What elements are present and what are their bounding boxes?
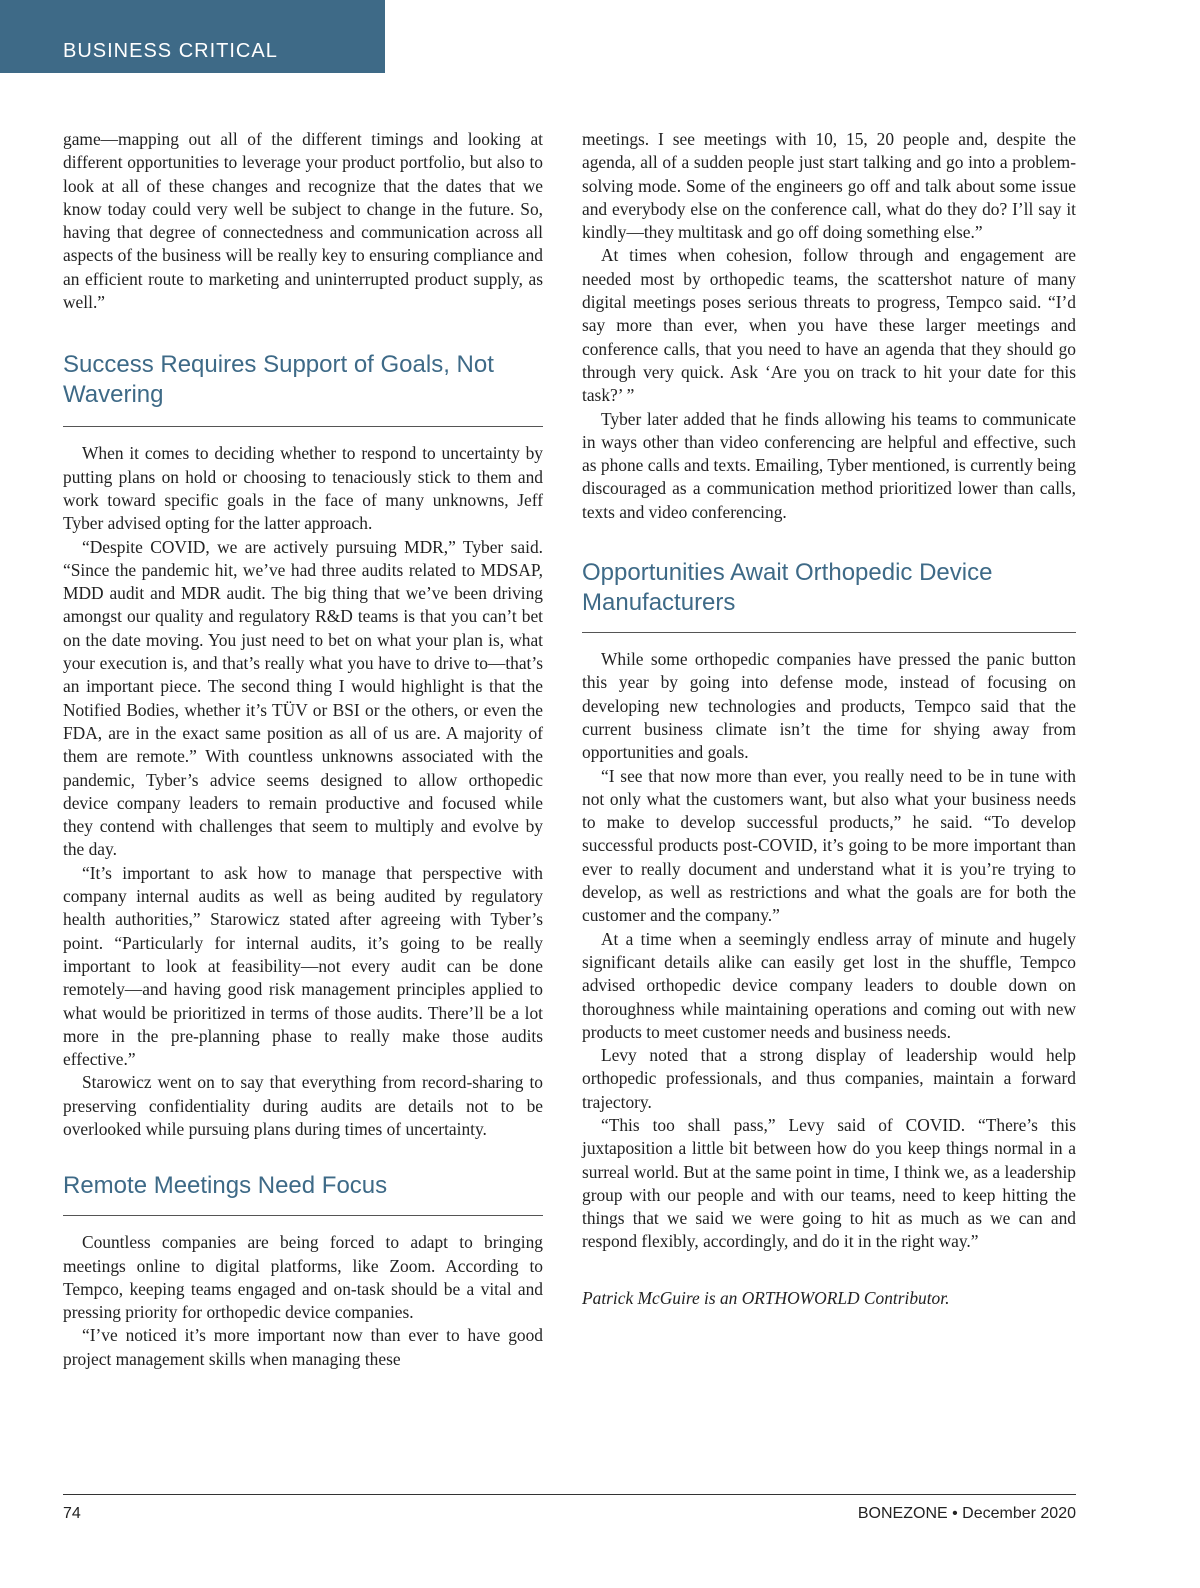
body-paragraph: At a time when a seemingly endless array of minute and hugely significant details alike can easily get lost in the shuffle, Tempco advised orthopedic device company leaders to double down on thoroughness while maintaining operations and coming out with new products to meet customer needs and business needs. [582, 928, 1076, 1042]
body-paragraph: game—mapping out all of the different timings and looking at different opportunities to leverage your product portfolio, but also to look at all of these changes and recognize that the dates that we know today could very well be subject to change in the future. So, having that degree of connectedness and communication across all aspects of the business will be really key to ensuring compliance and an efficient route to marketing and uninterrupted product supply, as well.” [63, 129, 543, 313]
body-paragraph: “I see that now more than ever, you really need to be in tune with not only what the customers want, but also what your business needs to make to develop successful products,” he said. “To develop successful products post-COVID, it’s going to be more important than ever to really document and understand what it is you’re trying to develop, as well as restrictions and what the goals are for both the customer and the company.” [582, 765, 1076, 926]
left-column [63, 128, 543, 1371]
right-column [582, 128, 1076, 1310]
body-paragraph: While some orthopedic companies have pressed the panic button this year by going into defense mode, instead of focusing on developing new technologies and products, Tempco said that the current business climate isn’t the time for shying away from opportunities and goals. [582, 649, 1076, 763]
body-paragraph: Tyber later added that he finds allowing his teams to communicate in ways other than video conferencing are helpful and effective, such as phone calls and texts. Emailing, Tyber mentioned, is currently being discouraged as a communication method prioritized lower than calls, texts and video conferencing. [582, 408, 1076, 522]
page-number: 74 [63, 1505, 81, 1522]
body-paragraph: “This too shall pass,” Levy said of COVID. “There’s this juxtaposition a little bit between how do you keep things normal in a surreal world. But at the same point in time, I think we, as a leadership group with our people and with our teams, need to keep hitting the things that we said we were going to hit as much as we can and respond flexibly, accordingly, and do it in the right way.” [582, 1114, 1076, 1252]
section-heading: Remote Meetings Need Focus [63, 1172, 388, 1200]
body-paragraph: When it comes to deciding whether to respond to uncertainty by putting plans on hold or choosing to tenaciously stick to them and work toward specific goals in the face of many unknowns, Jeff Tyber advised opting for the latter approach. [63, 443, 543, 534]
section-label: BUSINESS CRITICAL [63, 40, 278, 62]
section-tab [0, 0, 385, 73]
body-paragraph: meetings. I see meetings with 10, 15, 20 people and, despite the agenda, all of a sudden people just start talking and go into a problem-solving mode. Some of the engineers go off and talk about some issue and everybody else on the conference call, what do they do? I’ll say it kindly—they multitask and go off doing something else.” [582, 129, 1076, 243]
section-heading: Opportunities Await Orthopedic Device Manufacturers [582, 559, 993, 617]
body-paragraph: “Despite COVID, we are actively pursuing MDR,” Tyber said. “Since the pandemic hit, we’ve had three audits related to MDSAP, MDD audit and MDR audit. The big thing that we’ve been driving amongst our quality and regulatory R&D teams is that you can’t bet on the date moving. You just need to bet on what your plan is, what your execution is, and that’s really what you have to drive to—that’s an important piece. The second thing I would highlight is that the Notified Bodies, whether it’s TÜV or BSI or the others, or even the FDA, are in the exact same position as all of us are. A majority of them are remote.” With countless unknowns associated with the pandemic, Tyber’s advice seems designed to allow orthopedic device company leaders to remain productive and focused while they contend with challenges that seem to multiply and evolve by the day. [63, 536, 543, 860]
body-paragraph: Levy noted that a strong display of leadership would help orthopedic professionals, and thus companies, maintain a forward trajectory. [582, 1045, 1076, 1112]
section-heading: Success Requires Support of Goals, Not Wavering [63, 351, 494, 409]
body-paragraph: Starowicz went on to say that everything from record-sharing to preserving confidentiality during audits are details not to be overlooked while pursuing plans during times of uncertainty. [63, 1072, 543, 1139]
body-paragraph: “I’ve noticed it’s more important now than ever to have good project management skills when managing these [63, 1325, 543, 1369]
body-paragraph: “It’s important to ask how to manage that perspective with company internal audits as well as being audited by regulatory health authorities,” Starowicz stated after agreeing with Tyber’s point. “Particularly for internal audits, it’s going to be really important to look at feasibility—not every audit can be done remotely—and having good risk management principles applied to what would be prioritized in terms of those audits. There’ll be a lot more in the pre-planning phase to really make those audits effective.” [63, 862, 543, 1070]
body-paragraph: At times when cohesion, follow through and engagement are needed most by orthopedic teams, the scattershot nature of many digital meetings poses serious threats to progress, Tempco said. “I’d say more than ever, when you have these larger meetings and conference calls, that you need to have an agenda that they should go through very quick. Ask ‘Are you on track to hit your date for this task?’ ” [582, 245, 1076, 406]
footer-rule [63, 1494, 1076, 1495]
body-paragraph: Countless companies are being forced to adapt to bringing meetings online to digital platforms, like Zoom. According to Tempco, keeping teams engaged and on-task should be a vital and pressing priority for orthopedic device companies. [63, 1232, 543, 1323]
issue-info: BONEZONE • December 2020 [857, 1505, 1076, 1522]
author-byline: Patrick McGuire is an ORTHOWORLD Contributor. [582, 1287, 950, 1308]
